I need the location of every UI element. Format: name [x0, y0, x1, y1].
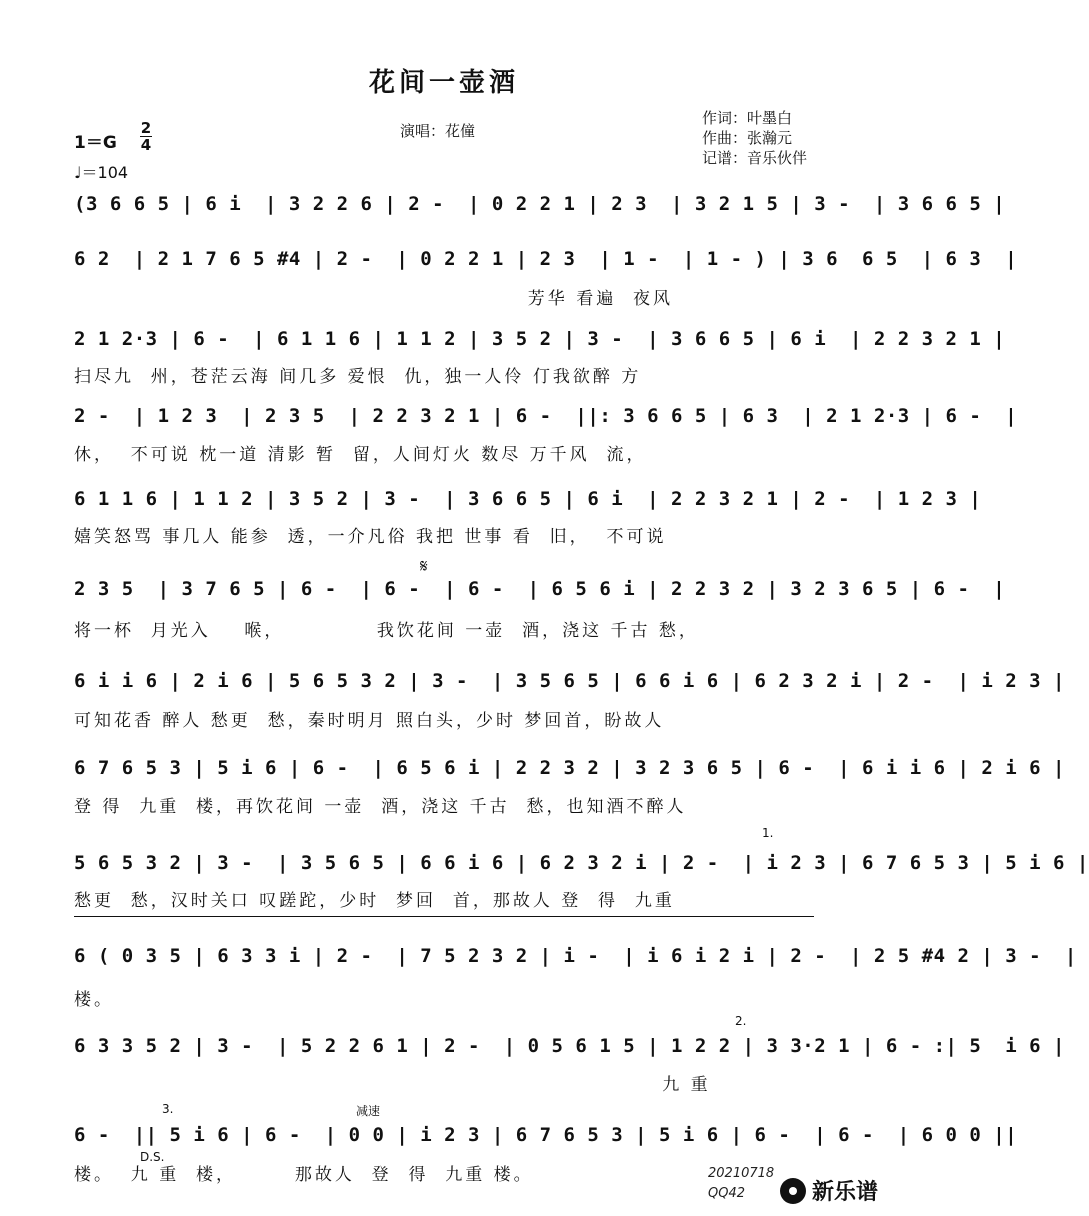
notation-row-1: (3 6 6 5 | 6 i | 3 2 2 6 | 2 - | 0 2 2 1 | 2 3 | 3 2 1 5 | 3 - | 3 6 6 5 |: [74, 193, 1006, 215]
lyric-row-11: 九 重: [74, 1075, 711, 1095]
notation-row-6: 2 3 5 | 3 7 6 5 | 6 - | 6 - | 6 - | 6 5 6 i | 2 2 3 2 | 3 2 3 6 5 | 6 - |: [74, 578, 1006, 600]
tempo-marking: ♩＝104: [74, 163, 129, 182]
lyric-row-4: 休， 不可说 枕一道 清影 暂 留，人间灯火 数尽 万千风 流，: [74, 445, 647, 465]
lyric-row-2: 芳华 看遍 夜风: [74, 289, 674, 309]
lyric-row-5: 嬉笑怒骂 事几人 能参 透，一介凡俗 我把 世事 看 旧， 不可说: [74, 527, 667, 547]
volta-1-mark: 1.: [762, 826, 774, 840]
notation-row-12: 6 - || 5 i 6 | 6 - | 0 0 | i 2 3 | 6 7 6 5 3 | 5 i 6 | 6 - | 6 - | 6 0 0 ||: [74, 1124, 1018, 1146]
lyric-row-10: 楼。: [74, 990, 114, 1010]
notation-row-9: 5 6 5 3 2 | 3 - | 3 5 6 5 | 6 6 i 6 | 6 2 3 2 i | 2 - | i 2 3 | 6 7 6 5 3 | 5 i 6 |: [74, 852, 1089, 874]
notation-row-3: 2 1 2·3 | 6 - | 6 1 1 6 | 1 1 2 | 3 5 2 | 3 - | 3 6 6 5 | 6 i | 2 2 3 2 1 |: [74, 328, 1006, 350]
composer-credit: 作曲：张瀚元: [702, 129, 793, 147]
lyric-row-7: 可知花香 醉人 愁更 愁，秦时明月 照白头，少时 梦回首，盼故人: [74, 711, 665, 731]
singer-credit: 演唱：花僮: [400, 122, 476, 140]
notation-row-8: 6 7 6 5 3 | 5 i 6 | 6 - | 6 5 6 i | 2 2 3 2 | 3 2 3 6 5 | 6 - | 6 i i 6 | 2 i 6 |: [74, 757, 1065, 779]
brand-name: 新乐谱: [811, 1180, 878, 1205]
ds-mark: D.S.: [140, 1150, 165, 1164]
notation-row-2: 6 2 | 2 1 7 6 5 #4 | 2 - | 0 2 2 1 | 2 3 | 1 - | 1 - ) | 3 6 6 5 | 6 3 |: [74, 248, 1018, 270]
transcriber-credit: 记谱：音乐伙伴: [702, 149, 808, 167]
lyric-row-6: 将一杯 月光入 喉， 我饮花间 一壶 酒，浇这 千古 愁，: [74, 621, 699, 641]
segno-mark: 𝄋: [420, 556, 428, 577]
date-watermark: 20210718: [708, 1166, 775, 1181]
volta-2-mark: 2.: [735, 1014, 747, 1028]
score-title: 花间一壶酒: [368, 68, 519, 98]
notation-row-5: 6 1 1 6 | 1 1 2 | 3 5 2 | 3 - | 3 6 6 5 | 6 i | 2 2 3 2 1 | 2 - | 1 2 3 |: [74, 488, 982, 510]
key-signature: 1＝G: [74, 133, 117, 153]
notation-row-11: 6 3 3 5 2 | 3 - | 5 2 2 6 1 | 2 - | 0 5 6 1 5 | 1 2 2 | 3 3·2 1 | 6 - :| 5 i 6 |: [74, 1035, 1065, 1057]
notation-row-7: 6 i i 6 | 2 i 6 | 5 6 5 3 2 | 3 - | 3 5 6 5 | 6 6 i 6 | 6 2 3 2 i | 2 - | i 2 3 |: [74, 670, 1065, 692]
system-divider: [74, 916, 814, 917]
lyric-row-8: 登 得 九重 楼，再饮花间 一壶 酒，浇这 千古 愁，也知酒不醉人: [74, 797, 687, 817]
ritardando-mark: 减速: [356, 1104, 381, 1118]
lyric-row-3: 扫尽九 州，苍茫云海 间几多 爱恨 仇，独一人伶 仃我欲醉 方: [74, 367, 642, 387]
time-signature: [140, 120, 152, 153]
credits-block: [702, 108, 807, 168]
brand-logo: [780, 1175, 878, 1206]
notation-row-4: 2 - | 1 2 3 | 2 3 5 | 2 2 3 2 1 | 6 - ||: 3 6 6 5 | 6 3 | 2 1 2·3 | 6 - |: [74, 405, 1018, 427]
qq-watermark: QQ42: [708, 1186, 746, 1201]
time-signature-bottom: 4: [140, 136, 152, 154]
notation-row-10: 6 ( 0 3 5 | 6 3 3 i | 2 - | 7 5 2 3 2 | i - | i 6 i 2 i | 2 - | 2 5 #4 2 | 3 - |: [74, 945, 1077, 967]
lyricist-credit: 作词：叶墨白: [702, 109, 793, 127]
disc-icon: [780, 1178, 806, 1204]
volta-3-mark: 3.: [162, 1102, 174, 1116]
lyric-row-9: 愁更 愁，汉时关口 叹蹉跎，少时 梦回 首，那故人 登 得 九重: [74, 891, 675, 911]
time-signature-top: 2: [140, 119, 152, 137]
lyric-row-12: 楼。 九 重 楼， 那故人 登 得 九重 楼。: [74, 1165, 534, 1185]
